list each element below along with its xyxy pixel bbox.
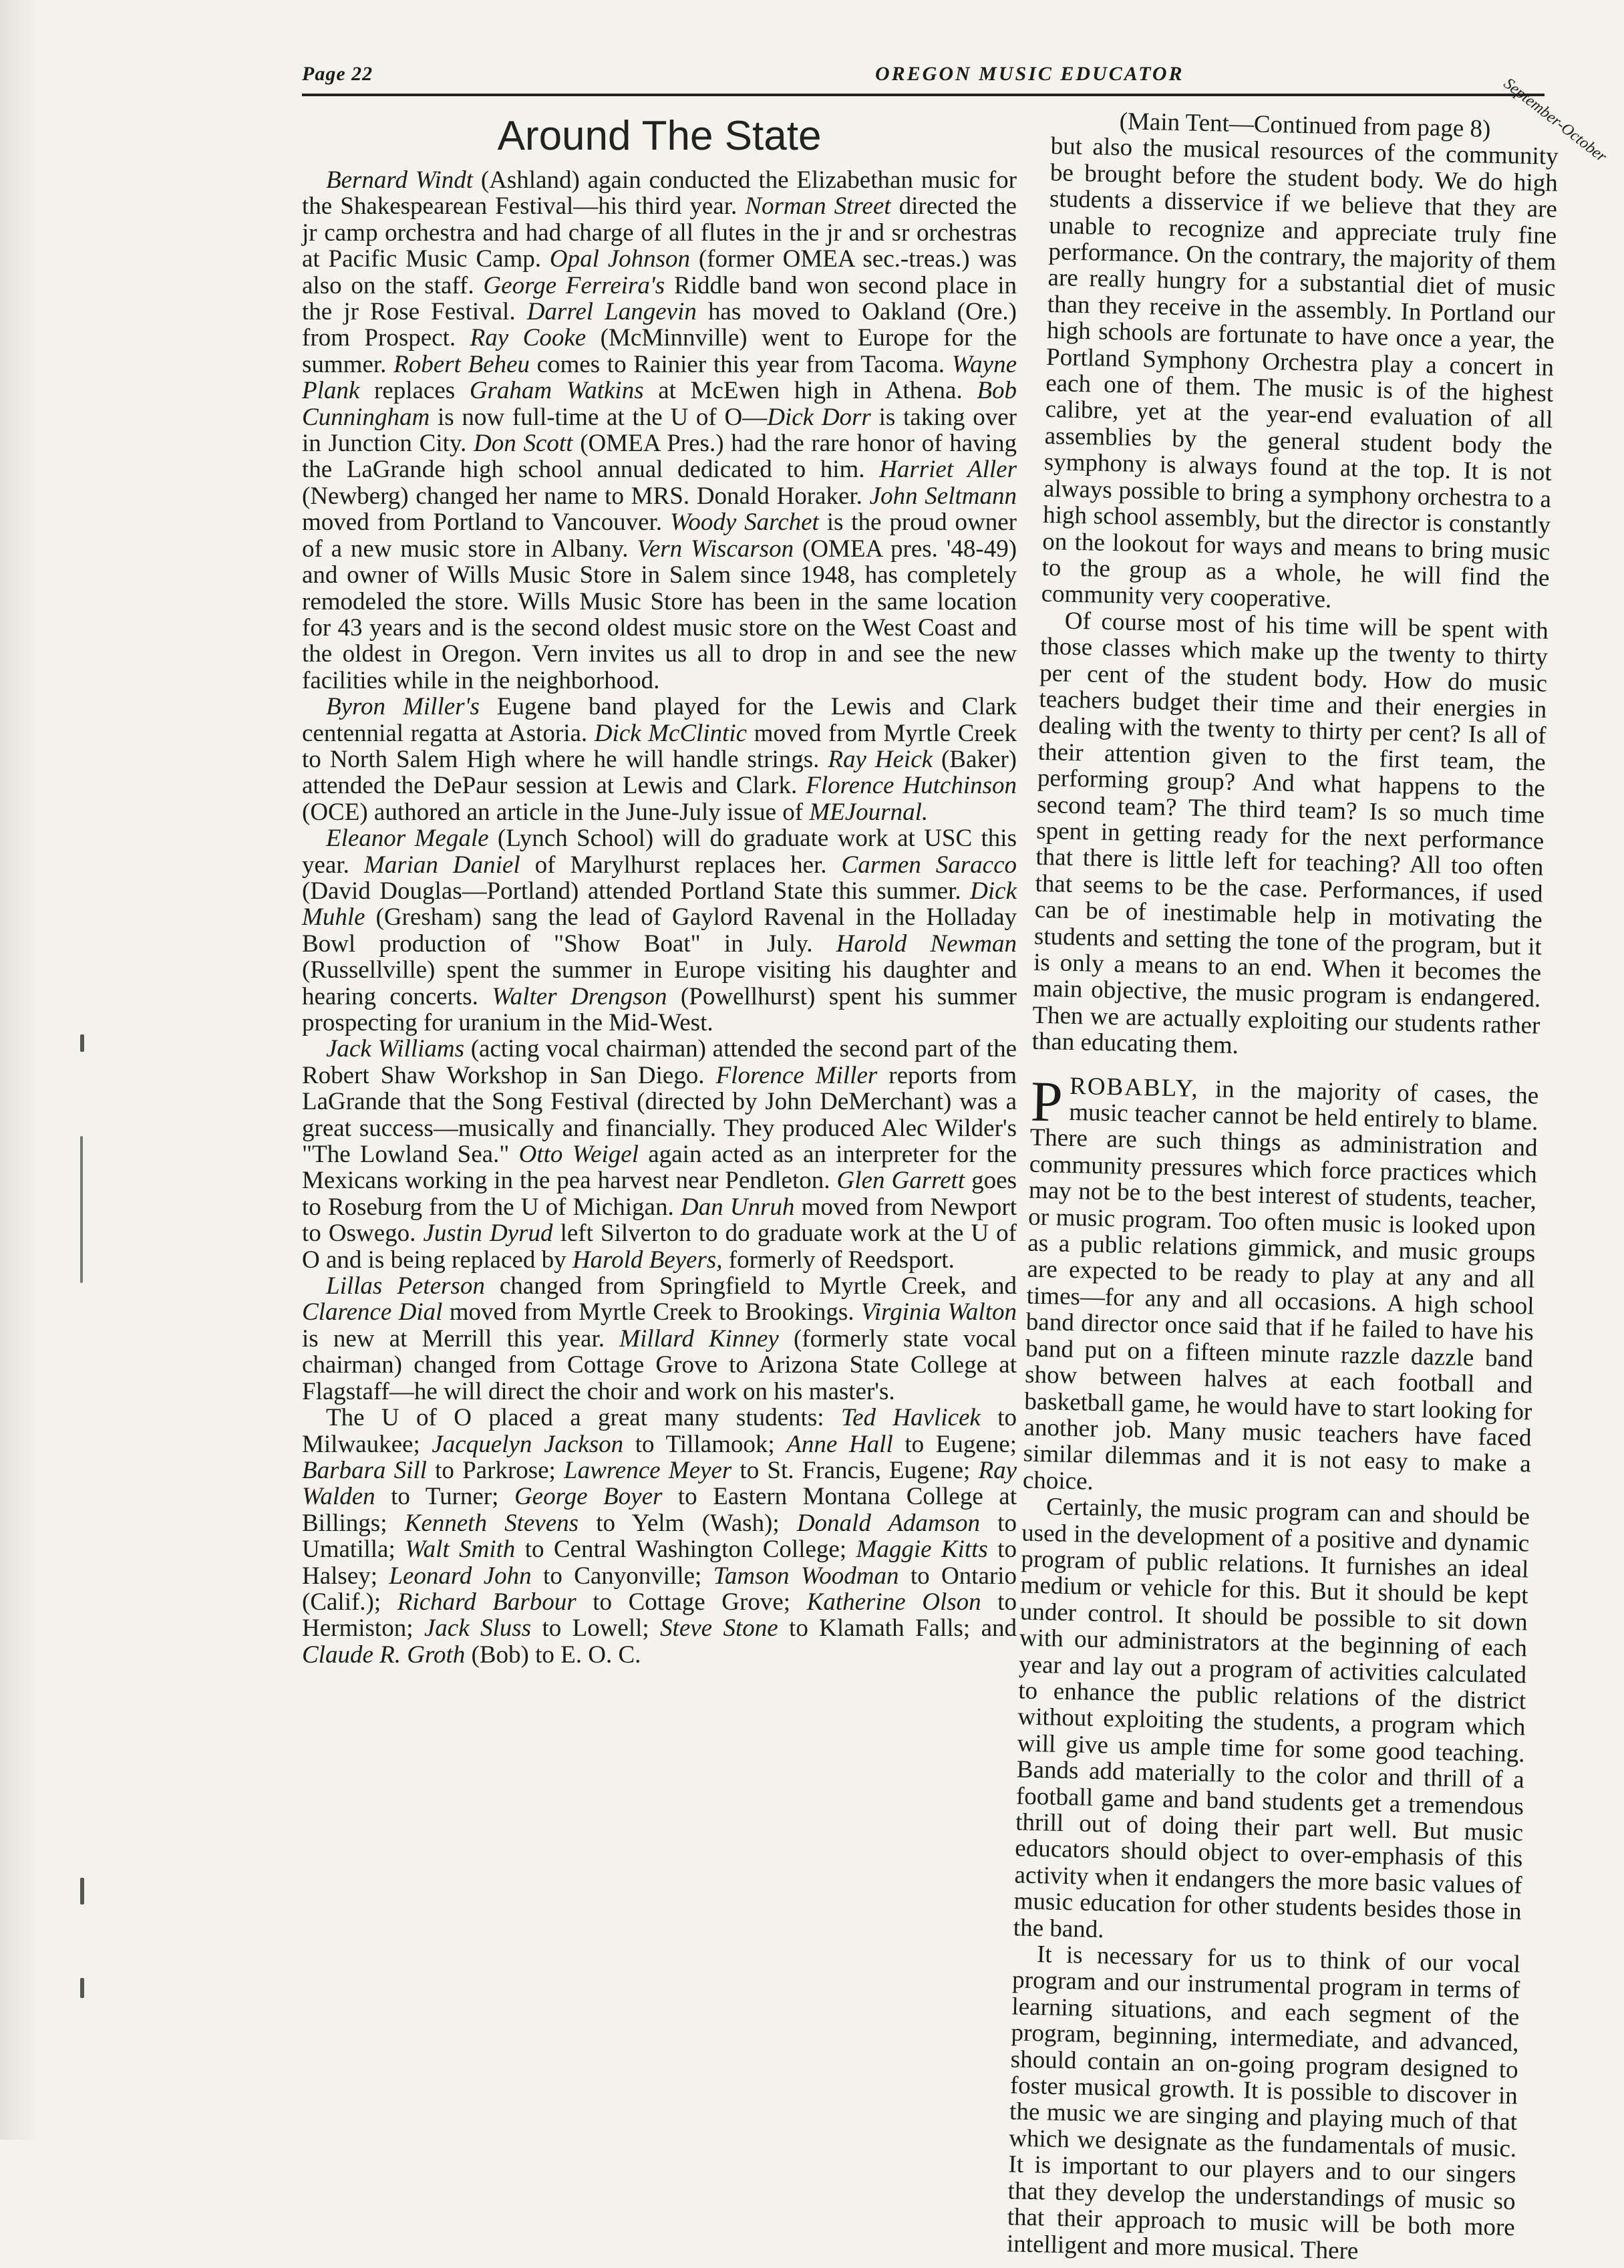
section-lead-paragraph <box>1022 1069 1539 1504</box>
paragraph-text: (formerly state vocal chairman) changed from Cottage Grove to Arizona State College at Flagstaff—he will direct the choir and work on his master's. <box>302 1324 1017 1405</box>
paragraph-text: to Turner; <box>375 1483 514 1511</box>
page-edge-shadow <box>0 0 40 2140</box>
paragraph-text: to Eugene; <box>892 1430 1017 1458</box>
paragraph-text: to St. Francis, Eugene; <box>732 1456 979 1484</box>
article-paragraph <box>302 1036 1017 1273</box>
person-name: Dick McClintic <box>594 719 748 747</box>
paragraph-text: (Newberg) changed her name to MRS. Donald Horaker. <box>302 482 870 510</box>
article-paragraph <box>302 694 1017 825</box>
person-name: Lillas Peterson <box>326 1272 485 1300</box>
article-column <box>302 167 1017 1668</box>
paragraph-text: to Cottage Grove; <box>576 1588 807 1616</box>
margin-mark <box>80 1878 84 1904</box>
person-name: Maggie Kitts <box>856 1536 988 1564</box>
paragraph-text: Eugene band played for the Lewis and Clark centennial regatta at Astoria. <box>302 693 1017 747</box>
person-name: Jack Sluss <box>424 1614 532 1643</box>
person-name: Lawrence Meyer <box>564 1456 732 1484</box>
paragraph-text: (OCE) authored an article in the June-July issue of <box>302 798 810 826</box>
person-name: Glen Garrett <box>836 1167 965 1195</box>
person-name: Florence Miller <box>715 1061 878 1089</box>
margin-mark <box>80 1978 84 1998</box>
paragraph-text: (McMinnville) went to Europe for the summer. <box>302 324 1017 378</box>
person-name: Norman Street <box>745 192 891 221</box>
paragraph-text: (acting vocal chairman) attended the second part of the Robert Shaw Workshop in San Diego. <box>302 1035 1017 1089</box>
person-name: Florence Hutchinson <box>806 772 1017 800</box>
continuation-paragraph: Of course most of his time will be spent with those classes which make up the twenty to thirty per cent of the student body. How do music teachers budget their time and their energies in dealing with the twenty to thirty per cent? Is all of their attention given to the first team, the performing group? And what happens to the second team? The third team? Is so much time spent in getting ready for the next performance that there is little left for teaching? All too often that seems to be the case. Performances, if used can be of inestimable help in motivating the students and setting the tone of the program, but it is only a means to an end. When it becomes the main objective, the music program is endangered. Then we are actually exploiting our students rather than educating them. <box>1031 607 1549 1060</box>
paragraph-text: comes to Rainier this year from Tacoma. <box>529 350 952 378</box>
person-name: Otto Weigel <box>518 1141 639 1169</box>
article-paragraph <box>302 1273 1017 1405</box>
person-name: Byron Miller's <box>326 693 480 721</box>
paragraph-text: to Central Washington College; <box>515 1536 856 1564</box>
person-name: Dick Dorr <box>767 403 871 431</box>
person-name: Darrel Langevin <box>526 298 697 326</box>
drop-cap: P <box>1029 1069 1064 1134</box>
person-name: Clarence Dial <box>302 1298 443 1326</box>
person-name: Jacquelyn Jackson <box>432 1430 624 1458</box>
person-name: Vern Wiscarson <box>637 535 794 563</box>
person-name: Steve Stone <box>660 1614 778 1643</box>
paragraph-text: (OMEA pres. '48-49) and owner of Wills Music Store in Salem since 1948, has completely remodeled the store. Wills Music Store has been in the same location for 43 years and is the second oldest music store on the West Coast and the oldest in Oregon. Vern invites us all to drop in and see the new facilities while in the neighborhood. <box>302 535 1017 694</box>
person-name: Dick Muhle <box>302 877 1017 932</box>
paragraph-text: (Powellhurst) spent his summer prospecting for uranium in the Mid-West. <box>302 982 1017 1036</box>
person-name: Carmen Saracco <box>841 851 1017 879</box>
paragraph-text: to Hermiston; <box>302 1588 1017 1643</box>
paragraph-text: changed from Springfield to Myrtle Creek, and <box>484 1272 1017 1300</box>
paragraph-text: to Lowell; <box>531 1614 661 1643</box>
person-name: Anne Hall <box>786 1430 893 1458</box>
paragraph-text: in the majority of cases, the music teacher cannot be held entirely to blame. There are such things as administration and community pressures which force practices which may not be to the best interest of students, teacher, or music program. Too often music is looked upon as a public relations gimmick, and music groups are expected to be ready to play at any and all times—for any and all occasions. A high school band director once said that if he failed to have his band put on a fifteen minute razzle dazzle band show between halves at each football and basketball game, he would have to start looking for another job. Many music teachers have faced similar dilemmas and it is not easy to make a choice. <box>1022 1075 1539 1496</box>
person-name: Barbara Sill <box>302 1456 427 1484</box>
page-header <box>302 59 1551 91</box>
person-name: Woody Sarchet <box>669 509 819 537</box>
person-name: Millard Kinney <box>619 1324 779 1353</box>
person-name: Robert Beheu <box>393 350 530 378</box>
person-name: Dan Unruh <box>680 1193 795 1221</box>
page-number: Page 22 <box>302 63 373 85</box>
magazine-title: OREGON MUSIC EDUCATOR <box>875 63 1184 85</box>
lead-word: ROBABLY, <box>1069 1072 1200 1103</box>
paragraph-text: left Silverton to do graduate work at the U of O and is being replaced by <box>302 1220 1017 1274</box>
paragraph-text: moved from Myrtle Creek to North Salem High where he will handle strings. <box>302 719 1017 773</box>
person-name: Graham Watkins <box>469 377 644 405</box>
paragraph-text: to Tillamook; <box>623 1430 787 1458</box>
corner-text: September-October <box>1500 75 1610 166</box>
paragraph-text: to Klamath Falls; and <box>778 1614 1017 1643</box>
person-name: Ray Cooke <box>470 324 587 352</box>
continuation-heading: (Main Tent—Continued from page 8) <box>1119 108 1491 143</box>
person-name: Bob Cunningham <box>302 377 1017 431</box>
paragraph-text: (OMEA Pres.) had the rare honor of having the LaGrande high school annual dedicated to him. <box>302 430 1017 484</box>
paragraph-text: to Yelm (Wash); <box>579 1509 797 1537</box>
paragraph-text: is taking over in Junction City. <box>302 403 1017 458</box>
person-name: Wayne Plank <box>302 350 1017 405</box>
paragraph-text: formerly of Reedsport. <box>722 1246 955 1274</box>
person-name: Katherine Olson <box>806 1588 981 1616</box>
person-name: Richard Barbour <box>397 1588 577 1616</box>
article-paragraph <box>302 1405 1017 1668</box>
paragraph-text: (David Douglas—Portland) attended Portland State this summer. <box>302 877 971 905</box>
paragraph-text: Riddle band won second place in the jr Rose Festival. <box>302 271 1017 326</box>
person-name: Ray Heick <box>828 745 933 773</box>
paragraph-text: to Parkrose; <box>426 1456 564 1484</box>
paragraph-text: to Canyonville; <box>531 1562 713 1590</box>
person-name: Jack Williams <box>326 1035 464 1063</box>
paragraph-text: (Baker) attended the DePaur session at Lewis and Clark. <box>302 745 1017 800</box>
paragraph-text: goes to Roseburg from the U of Michigan. <box>302 1167 1017 1221</box>
paragraph-text: (Gresham) sang the lead of Gaylord Ravenal in the Holladay Bowl production of "Show Boat" in July. <box>302 903 1017 958</box>
paragraph-text: to Halsey; <box>302 1536 1017 1590</box>
paragraph-text: (Lynch School) will do graduate work at USC this year. <box>302 825 1017 879</box>
section-body <box>1007 1494 1530 2267</box>
person-name: George Boyer <box>514 1483 663 1511</box>
paragraph-text: to Ontario (Calif.); <box>302 1562 1017 1616</box>
person-name: Eleanor Megale <box>326 825 489 853</box>
paragraph-text: is now full-time at the U of O— <box>430 403 768 431</box>
margin-mark <box>80 1034 84 1052</box>
paragraph-text: to Milwaukee; <box>302 1404 1017 1458</box>
person-name: Virginia Walton <box>860 1298 1017 1326</box>
person-name: Justin Dyrud <box>423 1220 553 1248</box>
section-paragraph: Certainly, the music program can and should be used in the development of a positive and dynamic program of public relations. It furnishes an ideal medium or vehicle for this. But it should be kept under control. It should be possible to sit down with our administrators at the beginning of each year and lay out a program of activities calculated to enhance the public relations of the district without exploiting the students, a program which will give us ample time for some good teaching. Bands add materially to the color and thrill of a football game and band students get a tremendous thrill out of doing their part well. But music educators should object to over-emphasis of this activity when it endangers the more basic values of music education for other students besides those in the band. <box>1013 1493 1530 1943</box>
person-name: Claude R. Groth <box>302 1641 466 1669</box>
person-name: Walt Smith <box>405 1536 516 1564</box>
article-paragraph <box>302 825 1017 1036</box>
person-name: Bernard Windt <box>326 166 474 194</box>
paragraph-text: at McEwen high in Athena. <box>643 377 977 405</box>
paragraph-text: moved from Portland to Vancouver. <box>302 509 670 537</box>
paragraph-text: to Umatilla; <box>302 1509 1017 1564</box>
paragraph-text: moved from Newport to Oswego. <box>302 1193 1017 1248</box>
person-name: Kenneth Stevens <box>404 1509 579 1537</box>
section-paragraph: It is necessary for us to think of our vocal program and our instrumental program in terms of learning situations, and each segment of the program, beginning, intermediate, and advanced, should contain an on-going program designed to foster musical growth. It is possible to discover in the music we are singing and playing much of that which we designate as the fundamentals of music. It is important to our players and to our singers that they develop the understandings of music so that their approach to music will be both more intelligent and more musical. There <box>1006 1941 1521 2265</box>
paragraph-text: (Ashland) again conducted the Elizabethan music for the Shakespearean Festival—his third year. <box>302 166 1017 221</box>
paragraph-text: of Marylhurst replaces her. <box>520 851 842 879</box>
person-name: John Seltmann <box>869 482 1017 510</box>
paragraph-text: (former OMEA sec.-treas.) was also on the staff. <box>302 245 1017 299</box>
paragraph-text: replaces <box>359 377 470 405</box>
margin-mark <box>80 1136 83 1283</box>
paragraph-text: The U of O placed a great many students: <box>326 1404 841 1432</box>
paragraph-text: (Bob) to E. O. C. <box>465 1641 641 1669</box>
paragraph-text: is new at Merrill this year. <box>302 1324 620 1353</box>
person-name: Ted Havlicek <box>840 1404 981 1432</box>
continuation-column <box>1007 107 1559 2267</box>
paragraph-text: again acted as an interpreter for the Mexicans working in the pea harvest near Pendleton. <box>302 1141 1017 1195</box>
paragraph-text: directed the jr camp orchestra and had charge of all flutes in the jr and sr orchestras at Pacific Music Camp. <box>302 192 1017 273</box>
person-name: Leonard John <box>389 1562 532 1590</box>
person-name: Harriet Aller <box>879 456 1017 484</box>
person-name: MEJournal. <box>809 798 929 826</box>
paragraph-text: to Eastern Montana College at Billings; <box>302 1483 1017 1537</box>
person-name: Harold Beyers, <box>572 1246 723 1274</box>
person-name: Tamson Woodman <box>713 1562 899 1590</box>
paragraph-text: has moved to Oakland (Ore.) from Prospect. <box>302 298 1017 352</box>
paragraph-text: (Russellville) spent the summer in Europe visiting his daughter and hearing concerts. <box>302 956 1017 1010</box>
person-name: Marian Daniel <box>363 851 520 879</box>
continuation-paragraph: but also the musical resources of the community be brought before the student body. We do high students a disservice if we believe that they are unable to recognize and appreciate truly fine performance. On the contrary, the majority of them are really hungry for a substantial diet of music than they receive in the assembly. In Portland our high schools are fortunate to have once a year, the Portland Symphony Orchestra play a concert in each one of them. The music is of the highest calibre, yet at the year-end evaluation of all assemblies by the general student body the symphony is always found at the top. It is not always possible to bring a symphony orchestra to a high school assembly, but the director is constantly on the lookout for ways and means to bring music to the group as a whole, he will find the community very cooperative. <box>1041 132 1559 614</box>
header-rule <box>302 94 1545 96</box>
article-paragraph <box>302 167 1017 694</box>
paragraph-text: is the proud owner of a new music store in Albany. <box>302 509 1017 563</box>
paragraph-text: moved from Myrtle Creek to Brookings. <box>442 1298 861 1326</box>
person-name: Harold Newman <box>836 930 1017 958</box>
person-name: George Ferreira's <box>483 271 665 299</box>
person-name: Ray Walden <box>302 1456 1017 1511</box>
person-name: Walter Drengson <box>492 982 667 1010</box>
continuation-body <box>1031 133 1559 1065</box>
paragraph-text: reports from LaGrande that the Song Festival (directed by John DeMerchant) was a great success—musically and financially. They produced Alec Wilder's "The Lowland Sea." <box>302 1061 1017 1169</box>
person-name: Opal Johnson <box>549 245 691 273</box>
person-name: Don Scott <box>474 430 573 458</box>
person-name: Donald Adamson <box>796 1509 981 1537</box>
article-title: Around The State <box>497 113 822 159</box>
